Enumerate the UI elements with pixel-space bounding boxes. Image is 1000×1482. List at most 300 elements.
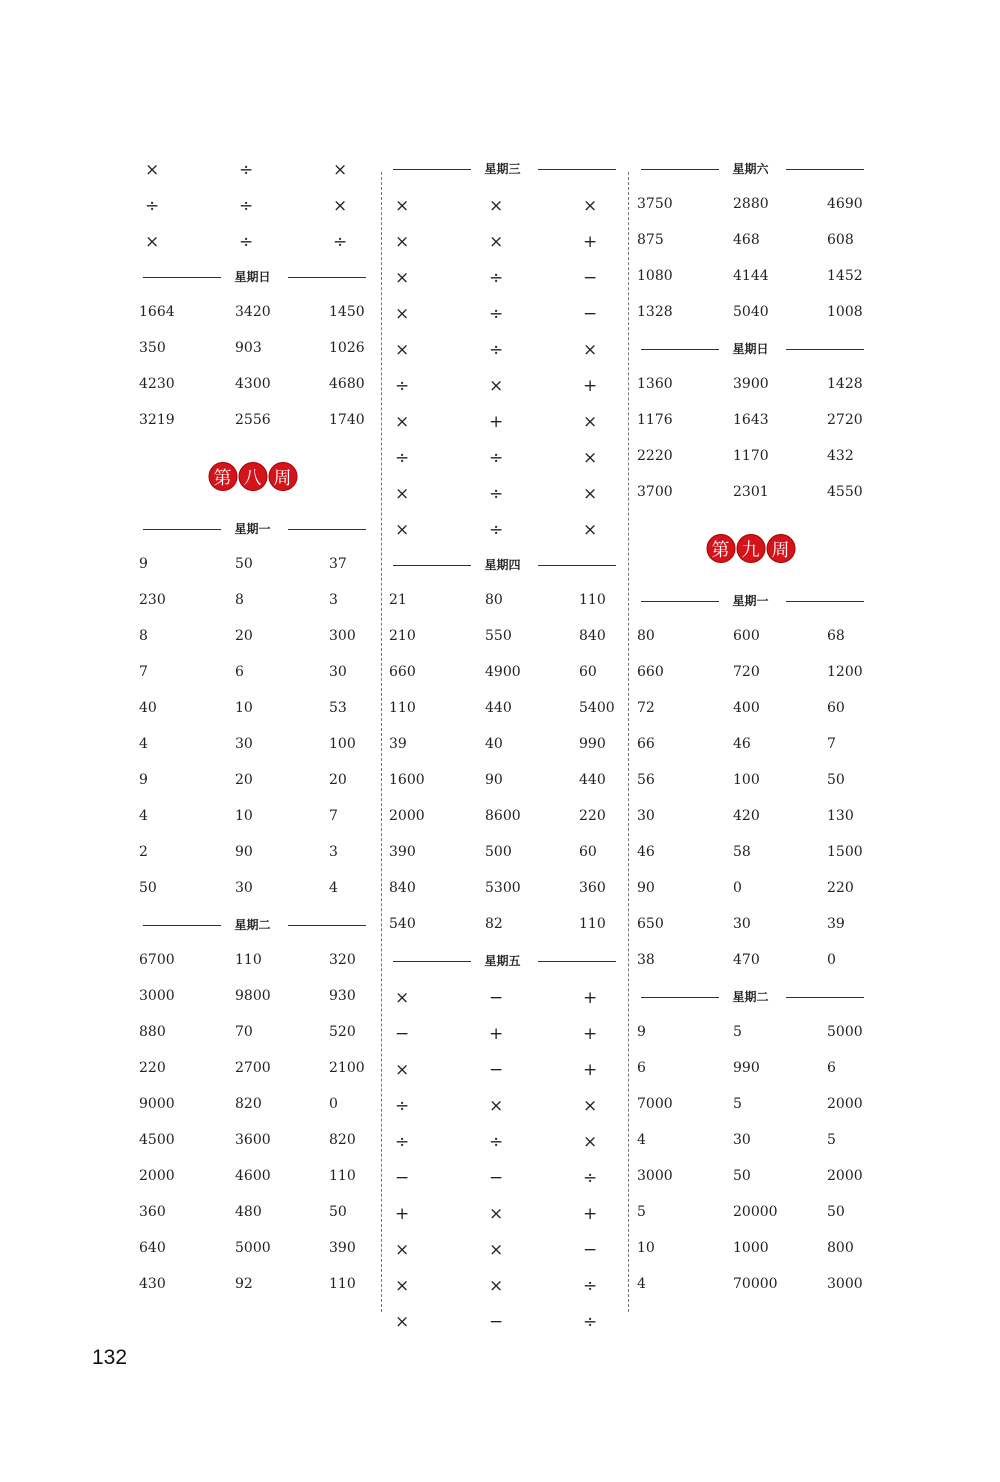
operator-answer: × <box>489 1276 504 1296</box>
answer-row <box>135 1240 370 1276</box>
operator-answer: − <box>489 1168 504 1188</box>
number-answer: 840 <box>579 628 606 644</box>
number-answer: 90 <box>485 772 503 788</box>
operator-answer: + <box>489 412 504 432</box>
answer-row <box>135 1024 370 1060</box>
header-rule <box>538 961 616 962</box>
number-answer: 1008 <box>827 304 863 320</box>
number-answer: 440 <box>485 700 512 716</box>
number-answer: 5000 <box>827 1024 863 1040</box>
day-header <box>633 160 868 196</box>
operator-answer: × <box>395 484 410 504</box>
number-answer: 350 <box>139 340 166 356</box>
number-answer: 9000 <box>139 1096 175 1112</box>
operator-answer: × <box>583 340 598 360</box>
operator-row <box>385 1024 620 1060</box>
number-answer: 990 <box>733 1060 760 1076</box>
answer-row <box>385 664 620 700</box>
number-answer: 2100 <box>329 1060 365 1076</box>
number-answer: 30 <box>733 1132 751 1148</box>
number-answer: 46 <box>733 736 751 752</box>
operator-answer: − <box>489 988 504 1008</box>
day-label: 星期三 <box>484 162 521 176</box>
number-answer: 2720 <box>827 412 863 428</box>
number-answer: 30 <box>733 916 751 932</box>
answer-row <box>633 844 868 880</box>
operator-row <box>385 340 620 376</box>
day-label: 星期五 <box>484 954 521 968</box>
number-answer: 37 <box>329 556 347 572</box>
answer-row <box>135 592 370 628</box>
number-answer: 92 <box>235 1276 253 1292</box>
number-answer: 9 <box>139 772 148 788</box>
operator-answer: × <box>489 1204 504 1224</box>
answer-row <box>633 664 868 700</box>
number-answer: 1428 <box>827 376 863 392</box>
operator-row <box>385 196 620 232</box>
operator-answer: ÷ <box>489 304 504 324</box>
number-answer: 68 <box>827 628 845 644</box>
answer-row <box>633 1240 868 1276</box>
number-answer: 720 <box>733 664 760 680</box>
day-label: 星期一 <box>732 594 769 608</box>
operator-answer: ÷ <box>489 340 504 360</box>
operator-answer: ÷ <box>583 1168 598 1188</box>
number-answer: 550 <box>485 628 512 644</box>
number-answer: 4600 <box>235 1168 271 1184</box>
number-answer: 30 <box>235 736 253 752</box>
answer-row <box>135 1276 370 1312</box>
number-answer: 2220 <box>637 448 673 464</box>
number-answer: 640 <box>139 1240 166 1256</box>
operator-answer: × <box>395 232 410 252</box>
answer-row <box>633 1168 868 1204</box>
number-answer: 470 <box>733 952 760 968</box>
answer-row <box>633 484 868 520</box>
header-rule <box>288 529 366 530</box>
number-answer: 100 <box>329 736 356 752</box>
number-answer: 10 <box>235 700 253 716</box>
number-answer: 1450 <box>329 304 365 320</box>
operator-answer: + <box>395 1204 410 1224</box>
column-divider <box>628 172 629 1312</box>
number-answer: 4500 <box>139 1132 175 1148</box>
number-answer: 6 <box>235 664 244 680</box>
number-answer: 66 <box>637 736 655 752</box>
answer-row <box>633 808 868 844</box>
answer-row <box>135 1060 370 1096</box>
operator-answer: − <box>583 304 598 324</box>
number-answer: 3000 <box>827 1276 863 1292</box>
operator-row <box>385 1168 620 1204</box>
operator-row <box>385 448 620 484</box>
number-answer: 360 <box>579 880 606 896</box>
day-header <box>135 520 370 556</box>
number-answer: 990 <box>579 736 606 752</box>
operator-row <box>385 376 620 412</box>
operator-answer: − <box>583 1240 598 1260</box>
operator-answer: ÷ <box>239 196 254 216</box>
answer-row <box>633 1132 868 1168</box>
number-answer: 2 <box>139 844 148 860</box>
number-answer: 400 <box>733 700 760 716</box>
number-answer: 5 <box>733 1024 742 1040</box>
number-answer: 4680 <box>329 376 365 392</box>
number-answer: 1328 <box>637 304 673 320</box>
number-answer: 72 <box>637 700 655 716</box>
number-answer: 50 <box>329 1204 347 1220</box>
day-label: 星期二 <box>234 918 271 932</box>
number-answer: 2880 <box>733 196 769 212</box>
operator-row <box>385 1276 620 1312</box>
number-answer: 2000 <box>827 1168 863 1184</box>
header-rule <box>288 925 366 926</box>
number-answer: 390 <box>329 1240 356 1256</box>
operator-answer: − <box>395 1024 410 1044</box>
header-rule <box>786 349 864 350</box>
day-header <box>633 340 868 376</box>
operator-answer: × <box>489 1096 504 1116</box>
number-answer: 46 <box>637 844 655 860</box>
answer-row <box>385 916 620 952</box>
number-answer: 4230 <box>139 376 175 392</box>
operator-answer: × <box>395 1312 410 1332</box>
number-answer: 50 <box>733 1168 751 1184</box>
operator-answer: × <box>395 988 410 1008</box>
header-rule <box>288 277 366 278</box>
answer-row <box>633 448 868 484</box>
number-answer: 60 <box>827 700 845 716</box>
number-answer: 6 <box>827 1060 836 1076</box>
number-answer: 880 <box>139 1024 166 1040</box>
operator-answer: ÷ <box>489 448 504 468</box>
operator-answer: ÷ <box>489 520 504 540</box>
day-header <box>135 268 370 304</box>
week-badge-char: 九 <box>736 534 765 563</box>
operator-row <box>385 1132 620 1168</box>
operator-answer: × <box>145 160 160 180</box>
answer-row <box>385 808 620 844</box>
number-answer: 39 <box>389 736 407 752</box>
number-answer: 5000 <box>235 1240 271 1256</box>
number-answer: 1176 <box>637 412 673 428</box>
day-label: 星期一 <box>234 522 271 536</box>
number-answer: 660 <box>637 664 664 680</box>
answer-row <box>633 916 868 952</box>
operator-row <box>135 232 370 268</box>
answer-row <box>633 700 868 736</box>
answer-row <box>135 880 370 916</box>
week-badge-char: 八 <box>238 462 267 491</box>
operator-answer: × <box>583 484 598 504</box>
answer-row <box>135 1204 370 1240</box>
number-answer: 1740 <box>329 412 365 428</box>
operator-answer: × <box>395 1060 410 1080</box>
number-answer: 110 <box>389 700 416 716</box>
number-answer: 230 <box>139 592 166 608</box>
number-answer: 40 <box>139 700 157 716</box>
number-answer: 5 <box>637 1204 646 1220</box>
operator-answer: × <box>583 196 598 216</box>
week-badge-char: 周 <box>766 534 795 563</box>
number-answer: 840 <box>389 880 416 896</box>
header-rule <box>538 169 616 170</box>
number-answer: 3 <box>329 844 338 860</box>
operator-answer: ÷ <box>239 232 254 252</box>
number-answer: 90 <box>235 844 253 860</box>
answer-row <box>633 1204 868 1240</box>
number-answer: 70 <box>235 1024 253 1040</box>
number-answer: 800 <box>827 1240 854 1256</box>
answer-row <box>633 304 868 340</box>
number-answer: 110 <box>329 1168 356 1184</box>
number-answer: 903 <box>235 340 262 356</box>
number-answer: 390 <box>389 844 416 860</box>
operator-answer: ÷ <box>489 268 504 288</box>
number-answer: 7 <box>139 664 148 680</box>
number-answer: 110 <box>329 1276 356 1292</box>
number-answer: 100 <box>733 772 760 788</box>
operator-answer: + <box>583 1204 598 1224</box>
answer-row <box>633 736 868 772</box>
number-answer: 4144 <box>733 268 769 284</box>
operator-answer: + <box>583 1024 598 1044</box>
number-answer: 10 <box>235 808 253 824</box>
number-answer: 20000 <box>733 1204 778 1220</box>
answer-row <box>385 736 620 772</box>
number-answer: 360 <box>139 1204 166 1220</box>
week-badge <box>706 534 795 563</box>
number-answer: 875 <box>637 232 664 248</box>
number-answer: 300 <box>329 628 356 644</box>
operator-answer: + <box>583 232 598 252</box>
week-title <box>135 448 370 520</box>
operator-answer: × <box>395 1240 410 1260</box>
number-answer: 2556 <box>235 412 271 428</box>
operator-row <box>385 520 620 556</box>
number-answer: 320 <box>329 952 356 968</box>
answer-column-2 <box>385 160 620 1348</box>
number-answer: 60 <box>579 844 597 860</box>
operator-row <box>385 232 620 268</box>
answer-row <box>633 880 868 916</box>
number-answer: 7000 <box>637 1096 673 1112</box>
operator-answer: × <box>395 268 410 288</box>
operator-answer: × <box>395 304 410 324</box>
answer-column-3 <box>633 160 868 1312</box>
number-answer: 4550 <box>827 484 863 500</box>
number-answer: 500 <box>485 844 512 860</box>
number-answer: 30 <box>637 808 655 824</box>
number-answer: 2000 <box>139 1168 175 1184</box>
header-rule <box>538 565 616 566</box>
number-answer: 468 <box>733 232 760 248</box>
number-answer: 21 <box>389 592 407 608</box>
number-answer: 110 <box>579 916 606 932</box>
answer-row <box>633 772 868 808</box>
number-answer: 1643 <box>733 412 769 428</box>
number-answer: 80 <box>637 628 655 644</box>
day-header <box>135 916 370 952</box>
number-answer: 2700 <box>235 1060 271 1076</box>
number-answer: 220 <box>827 880 854 896</box>
answer-row <box>135 376 370 412</box>
number-answer: 70000 <box>733 1276 778 1292</box>
operator-answer: × <box>395 412 410 432</box>
day-label: 星期二 <box>732 990 769 1004</box>
answer-row <box>135 844 370 880</box>
operator-row <box>385 304 620 340</box>
number-answer: 0 <box>827 952 836 968</box>
answer-row <box>633 1024 868 1060</box>
answer-row <box>385 700 620 736</box>
number-answer: 50 <box>827 1204 845 1220</box>
number-answer: 30 <box>329 664 347 680</box>
number-answer: 2000 <box>389 808 425 824</box>
number-answer: 820 <box>329 1132 356 1148</box>
number-answer: 8 <box>235 592 244 608</box>
operator-answer: ÷ <box>239 160 254 180</box>
number-answer: 1200 <box>827 664 863 680</box>
number-answer: 0 <box>329 1096 338 1112</box>
operator-answer: × <box>583 1096 598 1116</box>
day-header <box>385 160 620 196</box>
number-answer: 1600 <box>389 772 425 788</box>
operator-answer: ÷ <box>583 1312 598 1332</box>
operator-answer: ÷ <box>489 1132 504 1152</box>
number-answer: 1664 <box>139 304 175 320</box>
operator-answer: × <box>145 232 160 252</box>
answer-row <box>385 772 620 808</box>
week-badge-char: 第 <box>706 534 735 563</box>
answer-row <box>633 268 868 304</box>
number-answer: 10 <box>637 1240 655 1256</box>
operator-row <box>385 1312 620 1348</box>
number-answer: 56 <box>637 772 655 788</box>
number-answer: 6 <box>637 1060 646 1076</box>
answer-row <box>633 376 868 412</box>
number-answer: 7 <box>329 808 338 824</box>
operator-answer: × <box>583 412 598 432</box>
number-answer: 600 <box>733 628 760 644</box>
answer-row <box>633 232 868 268</box>
answer-row <box>633 628 868 664</box>
answer-row <box>135 952 370 988</box>
operator-row <box>385 1204 620 1240</box>
number-answer: 3700 <box>637 484 673 500</box>
number-answer: 4900 <box>485 664 521 680</box>
operator-answer: × <box>489 1240 504 1260</box>
number-answer: 8600 <box>485 808 521 824</box>
answer-row <box>385 880 620 916</box>
number-answer: 4 <box>637 1276 646 1292</box>
number-answer: 1000 <box>733 1240 769 1256</box>
operator-row <box>135 160 370 196</box>
number-answer: 3750 <box>637 196 673 212</box>
number-answer: 82 <box>485 916 503 932</box>
number-answer: 1500 <box>827 844 863 860</box>
number-answer: 660 <box>389 664 416 680</box>
operator-row <box>385 1060 620 1096</box>
header-rule <box>786 169 864 170</box>
day-header <box>385 556 620 592</box>
day-label: 星期四 <box>484 558 521 572</box>
operator-row <box>385 988 620 1024</box>
day-label: 星期六 <box>732 162 769 176</box>
number-answer: 608 <box>827 232 854 248</box>
answer-row <box>633 1060 868 1096</box>
operator-answer: × <box>395 520 410 540</box>
answer-row <box>135 772 370 808</box>
number-answer: 9 <box>637 1024 646 1040</box>
operator-answer: × <box>489 232 504 252</box>
number-answer: 2000 <box>827 1096 863 1112</box>
week-badge <box>208 462 297 491</box>
operator-answer: × <box>395 1276 410 1296</box>
number-answer: 0 <box>733 880 742 896</box>
number-answer: 5040 <box>733 304 769 320</box>
number-answer: 540 <box>389 916 416 932</box>
operator-answer: × <box>395 340 410 360</box>
number-answer: 520 <box>329 1024 356 1040</box>
answer-row <box>633 952 868 988</box>
number-answer: 38 <box>637 952 655 968</box>
number-answer: 50 <box>139 880 157 896</box>
day-header <box>385 952 620 988</box>
operator-answer: + <box>583 988 598 1008</box>
answer-row <box>135 1168 370 1204</box>
number-answer: 4 <box>329 880 338 896</box>
number-answer: 40 <box>485 736 503 752</box>
number-answer: 1452 <box>827 268 863 284</box>
header-rule <box>786 601 864 602</box>
operator-answer: × <box>583 520 598 540</box>
operator-answer: − <box>489 1312 504 1332</box>
number-answer: 4 <box>139 808 148 824</box>
number-answer: 20 <box>235 628 253 644</box>
number-answer: 210 <box>389 628 416 644</box>
operator-answer: × <box>489 376 504 396</box>
number-answer: 4 <box>139 736 148 752</box>
number-answer: 930 <box>329 988 356 1004</box>
number-answer: 2301 <box>733 484 769 500</box>
number-answer: 60 <box>579 664 597 680</box>
number-answer: 7 <box>827 736 836 752</box>
operator-answer: ÷ <box>333 232 348 252</box>
number-answer: 4 <box>637 1132 646 1148</box>
operator-row <box>385 1240 620 1276</box>
column-divider <box>381 172 382 1312</box>
answer-row <box>135 412 370 448</box>
operator-answer: ÷ <box>395 376 410 396</box>
number-answer: 130 <box>827 808 854 824</box>
number-answer: 5 <box>827 1132 836 1148</box>
number-answer: 3000 <box>139 988 175 1004</box>
operator-row <box>385 412 620 448</box>
operator-answer: × <box>333 160 348 180</box>
answer-row <box>385 592 620 628</box>
number-answer: 3420 <box>235 304 271 320</box>
operator-answer: + <box>489 1024 504 1044</box>
answer-column-1 <box>135 160 370 1312</box>
number-answer: 50 <box>235 556 253 572</box>
number-answer: 220 <box>139 1060 166 1076</box>
answer-row <box>135 304 370 340</box>
number-answer: 480 <box>235 1204 262 1220</box>
day-header <box>633 592 868 628</box>
day-header <box>633 988 868 1024</box>
number-answer: 3000 <box>637 1168 673 1184</box>
